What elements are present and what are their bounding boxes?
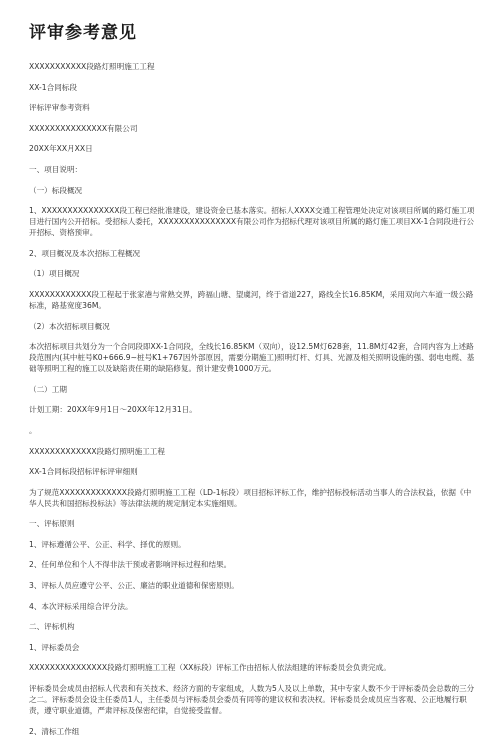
paragraph: XXXXXXXXXXX段路灯照明施工工程 bbox=[29, 62, 155, 71]
paragraph: （1）项目概况 bbox=[29, 269, 80, 279]
paragraph: 3、评标人员应遵守公平、公正、廉洁的职业道德和保密原则。 bbox=[29, 581, 239, 591]
paragraph: XX-1合同标段 bbox=[29, 82, 77, 92]
paragraph: 计划工期：20XX年9月1日～20XX年12月31日。 bbox=[29, 405, 197, 415]
paragraph: 1、XXXXXXXXXXXXXXX段工程已经批准建设，建设资金已基本落实。招标人XXXX交通工程管理处决定对该项目所属的路灯施工项目进行国内公开招标。受招标人委托，XXXXXXXXXXXXXXX有限公司作为招标代理对该项目所属的路灯施工项目XX-1合同段进行公开招标、资格预审。 bbox=[29, 206, 475, 238]
paragraph: （一）标段概况 bbox=[29, 185, 83, 195]
document-title: 评审参考意见 bbox=[29, 23, 137, 43]
paragraph: 评标评审参考资料 bbox=[29, 103, 90, 113]
paragraph: 。 bbox=[29, 425, 37, 435]
paragraph: 为了规范XXXXXXXXXXXXX段路灯照明施工工程（LD-1标段）项目招标评标工作，维护招标投标活动当事人的合法权益，依据《中华人民共和国招标投标法》等法律法规的规定制定本实施细则。 bbox=[29, 487, 472, 508]
paragraph: XXXXXXXXXXXX段工程起于张家港与常熟交界，跨福山塘、望虞河，终于省道227，路线全长16.85KM，采用双向六车道一级公路标准，路基宽度36M。 bbox=[29, 289, 474, 310]
paragraph: 4、本次评标采用综合评分法。 bbox=[29, 601, 133, 611]
paragraph: （2）本次招标项目概况 bbox=[29, 321, 110, 331]
paragraph: 1、评标委员会 bbox=[29, 642, 80, 652]
paragraph: 2、任何单位和个人不得非法干预或者影响评标过程和结果。 bbox=[29, 560, 232, 570]
paragraph: XXXXXXXXXXXXXXX段路灯照明施工工程（XX标段）评标工作由招标人依法组建的评标委员会负责完成。 bbox=[29, 663, 391, 673]
paragraph: XX-1合同标段招标评标评审细则 bbox=[29, 467, 138, 477]
paragraph: 2、项目概况及本次招标工程概况 bbox=[29, 248, 141, 258]
paragraph: 本次招标项目共划分为一个合同段即XX-1合同段，全线长16.85KM（双向），设12.5M灯628套，11.8M灯42套，合同内容为上述路段范围内(其中桩号K0+666.9~桩号K1+767因外部原因，需要分期施工)照明灯杆、灯具、光源及相关照明设施的强、弱电电缆、基础等照明工程的施工以及缺陷责任期的缺陷修复。预计建安费1000万元。 bbox=[29, 342, 475, 374]
paragraph: XXXXXXXXXXXXX段路灯照明施工工程 bbox=[29, 446, 165, 456]
document-body bbox=[29, 61, 476, 737]
paragraph: 一、评标原则 bbox=[29, 519, 75, 529]
paragraph: 一、项目说明： bbox=[29, 164, 83, 174]
paragraph: 评标委员会成员由招标人代表和有关技术、经济方面的专家组成，人数为5人及以上单数，其中专家人数不少于评标委员会总数的三分之二。评标委员会设主任委员1人，主任委员与评标委员会委员有同等的建议权和表决权。评标委员会成员应当客观、公正地履行职责，遵守职业道德，严肃评标及保密纪律，自觉接受监督。 bbox=[29, 684, 475, 716]
paragraph: 二、评标机构 bbox=[29, 622, 75, 632]
paragraph: 20XX年XX月XX日 bbox=[29, 144, 93, 154]
paragraph: 2、清标工作组 bbox=[29, 726, 80, 736]
paragraph: （二）工期 bbox=[29, 384, 67, 394]
paragraph: 1、评标遵循公平、公正、科学、择优的原则。 bbox=[29, 539, 186, 549]
paragraph: XXXXXXXXXXXXXXX有限公司 bbox=[29, 123, 138, 133]
